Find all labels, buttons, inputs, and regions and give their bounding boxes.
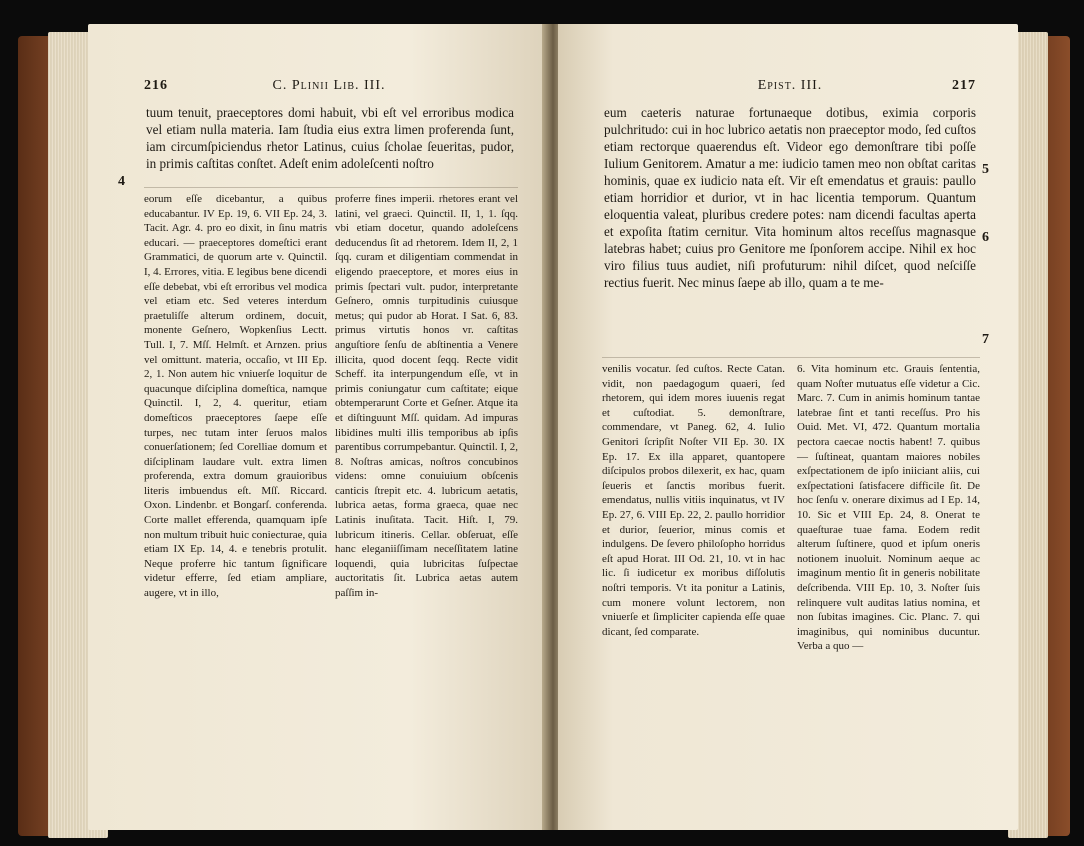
section-number: 6 — [982, 230, 989, 245]
main-paragraph: tuum tenuit, praeceptores domi habuit, vbi eſt vel erroribus modica vel etiam nulla materia. Iam ſtudia eius extra limen proferenda ſunt, iam circumſpiciendus rhetor Latinus, cuius ſcholae ſeueritas, pudor, in primis caſtitas conſtet. Adeſt enim adoleſcenti noſtro — [146, 105, 514, 171]
note-text: eorum eſſe dicebantur, a quibus educabantur. IV Ep. 19, 6. VII Ep. 24, 3. Tacit. Agr. 4. pro eo dixit, in ſinu matris educari. — praeceptores domeſtici erant Grammatici, de quorum arte v. Quinctil. I, 4. Errores, vitia. E legibus bene dicendi eſſe debebat, vbi eſt erroribus vel modica vel etiam etc. Sed veteres interdum praetuliſſe alterum ordinem, docuit, monente Geſnero, Wopkenſius Lectt. Tull. I, 7. Mſſ. Helmſt. et Arnzen. prius vel omittunt. materia, occaſio, vt III Ep. 2, 1. Non autem hic vniuerſe loquitur de quacunque diſciplina domeſtica, namque Quinctil. I, 2, 4. queritur, etiam domeſticos praeceptores ſaepe eſſe turpes, nec tutam inter ſeruos malos conuerſationem; ſed Corelliae domum et diſciplinam laudare vult. extra limen proferenda, extra domum grauioribus literis imbuendus eſt. Mſſ. Riccard. Oxon. Lindenbr. et Bongarſ. conferenda. Corte mallet efferenda, quamquam ipſe non multum tribuit huic coniecturae, quia etiam IX Ep. 14, 4. e tenebris protulit. Neque proferre hic tantum ſignificare videtur efferre, ſed etiam ampliare, augere, vt in illo, — [144, 193, 327, 600]
note-text: 6. Vita hominum etc. Grauis ſententia, quam Noſter mutuatus eſſe videtur a Cic. Marc. 7. Cum in animis hominum tantae latebrae ſint et tanti receſſus. Pro his Ouid. Met. VI, 472. Quantum mortalia pectora caecae noctis habent! 7. quibus — ſuſtineat, quantam maiores nobiles exſpectationem de ipſo iniiciant aliis, cui exſpectationi ſatisfacere difficile ſit. De hoc ſenſu v. onerare diximus ad I Ep. 14, 10. Sic et VIII Ep. 24, 8. Onerat te quaeſturae tuae fama. Eodem redit alterum ſuſtinere, quod et ipſum oneris notionem inuoluit. Nominum aeque ac imaginum mentio ſit in generis nobilitate deſcribenda. VIII Ep. 10, 3. Noſter ſuis relinquere vult auditas latius nomina, et non ſubitas imagines. Cic. Planc. 7. qui imaginibus, qui nominibus ducuntur. Verba a quo — — [797, 363, 980, 653]
left-page — [88, 24, 548, 830]
note-text: proferre fines imperii. rhetores erant vel latini, vel graeci. Quinctil. II, 1, 1. ſqq. vbi etiam docetur, quando adoleſcens deducendus ſit ad rhetorem. Idem II, 2, 1 ſqq. curam et diligentiam commendat in eligendo praeceptore, et mores eius in primis ſpectari vult. pudor, interpretante Geſnero, omnis turpitudinis cuiusque metus; qui pudor ab Horat. I Sat. 6, 83. primus virtutis honos vr. caſtitas anguſtiore ſenſu de abſtinentia a Venere illicita, quod docent ſeqq. Recte vidit Scheff. ita interpungendum eſſe, vt in primis coniungatur cum caſtitate; eique obtemperarunt Corte et Geſner. Atque ita et diſtinguunt Mſſ. quidam. Ad impuras libidines multi illis temporibus ab ipſis parentibus corrumpebantur. Quinctil. I, 2, 8. Noſtras amicas, noſtros concubinos videns: omne conuiuium obſcenis canticis ſtrepit etc. 4. lubricum aetatis, lubrica aetas, forma graeca, quae nec Latinis inuſitata. Tacit. Hiſt. I, 79. lubricum itineris. Cellar. obſeruat, eſſe hanc eleganiiſſimam neceſſitatem latine loquendi, quia lubricitas ſuſpectae auctoritatis ſit. Lubrica aetas autem paſſim in- — [335, 193, 518, 600]
right-page — [558, 24, 1018, 830]
running-title: Epist. III. — [757, 78, 823, 93]
notes-column-left — [144, 192, 327, 604]
notes-column-right — [335, 192, 518, 604]
notes-column-left — [602, 362, 785, 657]
running-head — [604, 78, 976, 94]
running-title: C. Plinii Lib. III. — [272, 78, 386, 93]
page-number: 216 — [144, 78, 168, 93]
notes-column-right — [797, 362, 980, 657]
note-divider — [602, 357, 980, 358]
page-number: 217 — [951, 78, 976, 93]
main-paragraph: eum caeteris naturae fortunaeque dotibus, eximia corporis pulchritudo: cui in hoc lubrico aetatis non praeceptor modo, ſed cuſtos etiam rectorque quaerendus eſt. Videor ego demonſtrare tibi poſſe Iulium Genitorem. Amatur a me: iudicio tamen meo non obſtat caritas hominis, quae ex iudicio nata eſt. Vir eſt emendatus et grauis: paullo etiam horridior et durior, vt in hac licentia temporum. Quantum eloquentia valeat, pluribus credere potes: nam dicendi facultas aperta et expoſita ſtatim cernitur. Vita hominum altos receſſus magnasque latebras habet; cuius pro Genitore me ſponſorem accipe. Nihil ex hoc viro filius tuus audiet, niſi profuturum: nihil diſcet, quod neſciſſe rectius fuerit. Nec minus ſaepe ab illo, quam a te me- — [604, 105, 976, 290]
book-spread — [18, 14, 1070, 840]
notes — [602, 362, 980, 657]
note-divider — [144, 187, 518, 188]
main-text — [146, 104, 514, 172]
section-number: 7 — [982, 332, 989, 347]
section-number: 5 — [982, 162, 989, 177]
section-number: 4 — [118, 174, 125, 189]
notes — [144, 192, 518, 604]
note-text: venilis vocatur. ſed cuſtos. Recte Catan. vidit, non paedagogum quaeri, ſed rhetorem, qui idem mores iuuenis regat et cuſtodiat. 5. demonſtrare, commendare, vt Paneg. 62, 4. Iulio Genitori ſcripſit Noſter VII Ep. 30. IX Ep. 17. Ex illa apparet, quantopere diſcipulos probos dilexerit, ex hac, quam ſeueris et ſanctis moribus fuerit. emendatus, nullis vitiis inquinatus, vt IV Ep. 27, 6. VIII Ep. 22, 2. paullo horridior et durior, ſeuerior, minus comis et indulgens. De ſevero philoſopho horridus eſt apud Horat. III Od. 21, 10. vt in hac lic. ſi iudicetur ex moribus diſſolutis noſtri temporis. Vt ita ponitur a Latinis, cum monere volunt lectorem, non vniuerſe et ſimpliciter capienda eſſe quae dicant, ſed comparate. — [602, 363, 785, 638]
running-head — [144, 78, 514, 94]
main-text — [604, 104, 976, 291]
